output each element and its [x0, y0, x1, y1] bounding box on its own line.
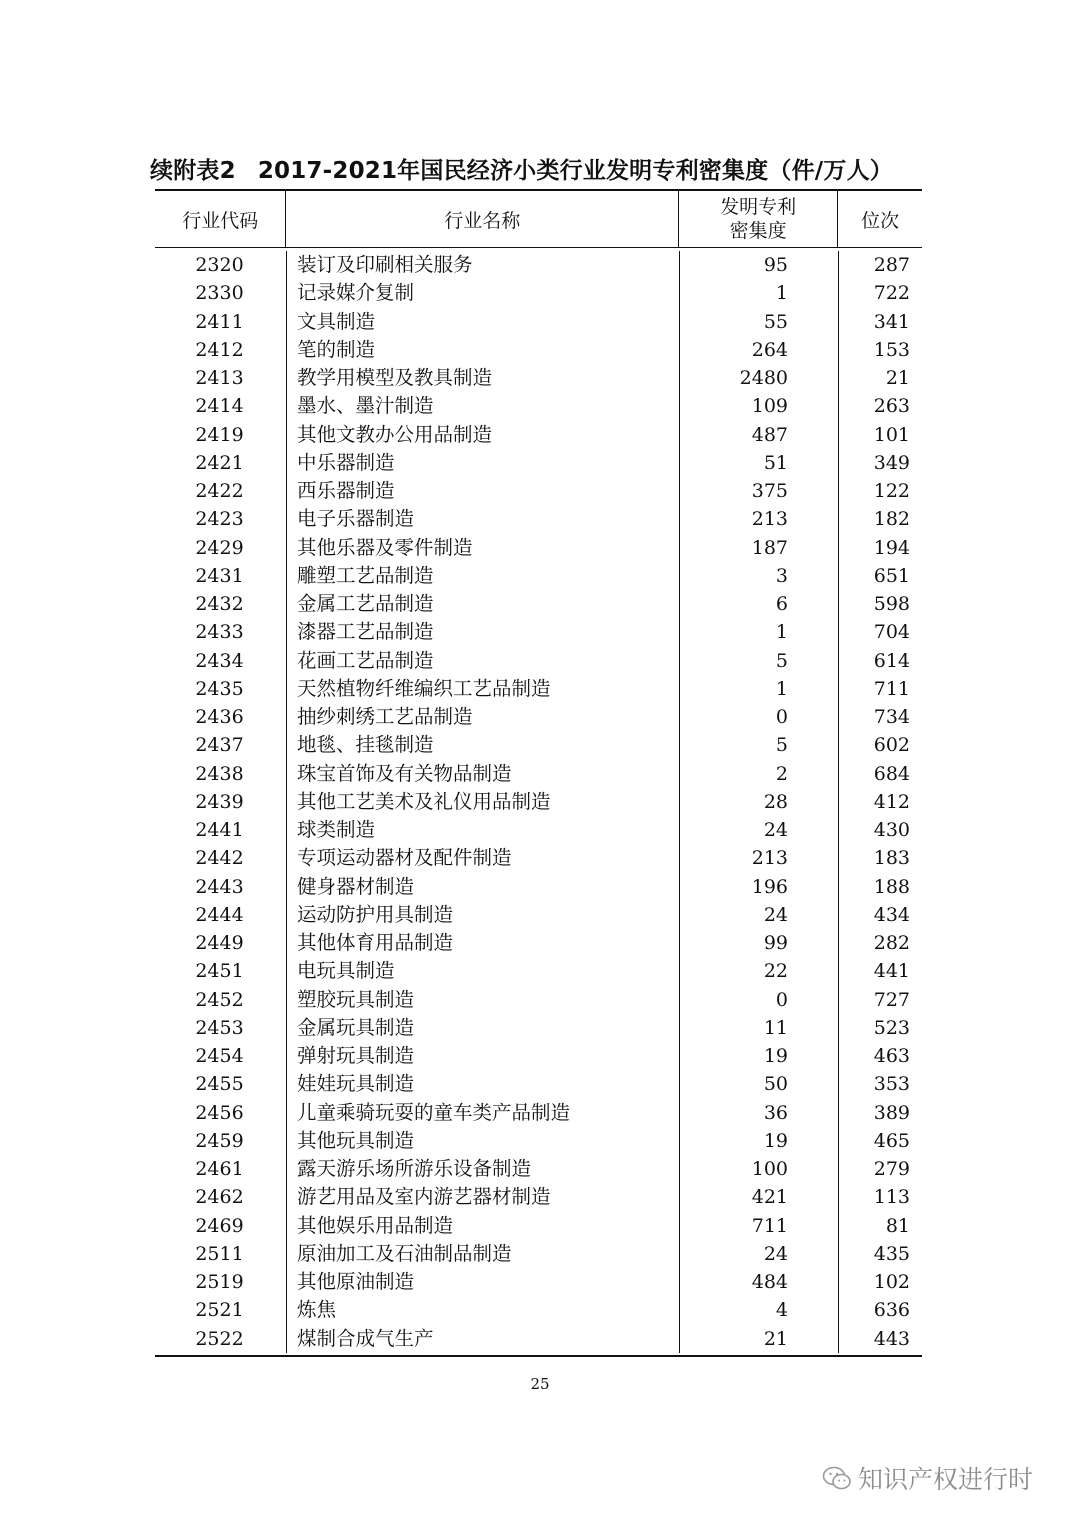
table-row [155, 1183, 922, 1211]
cell-name: 原油加工及石油制品制造 [286, 1240, 679, 1268]
table-row [155, 392, 922, 420]
table-row [155, 788, 922, 816]
cell-code: 2519 [195, 1271, 244, 1293]
cell-density: 213 [679, 844, 838, 872]
table-row [155, 1296, 922, 1324]
cell-density: 24 [679, 1240, 838, 1268]
table-row [155, 1070, 922, 1098]
cell-rank: 287 [838, 251, 922, 279]
table-header-row [155, 191, 922, 248]
cell-rank: 389 [838, 1099, 922, 1127]
cell-density: 187 [679, 534, 838, 562]
cell-name: 其他工艺美术及礼仪用品制造 [286, 788, 679, 816]
cell-density: 2480 [679, 364, 838, 392]
cell-code: 2330 [195, 282, 244, 305]
header-density-line1: 发明专利 [720, 196, 797, 218]
cell-rank: 734 [838, 703, 922, 731]
cell-code: 2412 [195, 338, 244, 361]
cell-density: 196 [679, 873, 838, 901]
cell-code: 2432 [195, 593, 244, 615]
header-code: 行业代码 [182, 209, 259, 232]
cell-density: 0 [679, 986, 838, 1014]
cell-code: 2461 [195, 1158, 244, 1180]
cell-name: 文具制造 [286, 308, 679, 336]
cell-rank: 341 [838, 308, 922, 336]
cell-name: 装订及印刷相关服务 [286, 251, 679, 279]
cell-name: 露天游乐场所游乐设备制造 [286, 1155, 679, 1183]
cell-name: 电子乐器制造 [286, 505, 679, 533]
cell-name: 漆器工艺品制造 [286, 618, 679, 646]
table-row [155, 844, 922, 872]
table-row [155, 279, 922, 307]
cell-name: 其他体育用品制造 [286, 929, 679, 957]
cell-density: 6 [679, 590, 838, 618]
table-row [155, 562, 922, 590]
cell-name: 运动防护用具制造 [286, 901, 679, 929]
cell-name: 专项运动器材及配件制造 [286, 844, 679, 872]
cell-rank: 188 [838, 873, 922, 901]
table-row [155, 477, 922, 505]
table-row [155, 449, 922, 477]
page-number: 25 [530, 1375, 550, 1393]
header-density [678, 191, 837, 247]
cell-code: 2462 [195, 1186, 244, 1209]
cell-code: 2453 [195, 1016, 244, 1039]
cell-rank: 636 [838, 1296, 922, 1324]
cell-rank: 263 [838, 392, 922, 420]
table-row [155, 534, 922, 562]
cell-rank: 153 [838, 336, 922, 364]
cell-density: 28 [679, 788, 838, 816]
cell-name: 煤制合成气生产 [286, 1325, 679, 1353]
cell-density: 24 [679, 901, 838, 929]
cell-name: 健身器材制造 [286, 873, 679, 901]
cell-code: 2449 [195, 932, 244, 954]
table-row [155, 1042, 922, 1070]
table-row [155, 703, 922, 731]
table-row [155, 731, 922, 759]
cell-code: 2423 [195, 508, 244, 531]
cell-code: 2451 [195, 960, 244, 983]
cell-name: 游艺用品及室内游艺器材制造 [286, 1183, 679, 1211]
table-row [155, 364, 922, 392]
cell-density: 375 [679, 477, 838, 505]
cell-name: 娃娃玩具制造 [286, 1070, 679, 1098]
wechat-icon [822, 1465, 852, 1491]
table-body [155, 248, 922, 1355]
cell-rank: 122 [838, 477, 922, 505]
cell-name: 其他乐器及零件制造 [286, 534, 679, 562]
table-title-prefix: 续附表2 [150, 158, 236, 184]
cell-name: 电玩具制造 [286, 957, 679, 985]
header-density-line2: 密集度 [729, 220, 787, 242]
cell-rank: 727 [838, 986, 922, 1014]
table-row [155, 308, 922, 336]
cell-density: 5 [679, 647, 838, 675]
cell-rank: 194 [838, 534, 922, 562]
cell-code: 2434 [195, 649, 244, 672]
cell-rank: 651 [838, 562, 922, 590]
table-row [155, 647, 922, 675]
cell-density: 711 [679, 1212, 838, 1240]
cell-name: 炼焦 [286, 1296, 679, 1324]
cell-density: 264 [679, 336, 838, 364]
cell-name: 儿童乘骑玩耍的童车类产品制造 [286, 1099, 679, 1127]
cell-density: 2 [679, 760, 838, 788]
cell-rank: 102 [838, 1268, 922, 1296]
table-row [155, 1325, 922, 1353]
cell-density: 484 [679, 1268, 838, 1296]
cell-rank: 21 [838, 364, 922, 392]
cell-code: 2436 [195, 706, 244, 728]
cell-code: 2435 [195, 677, 244, 700]
table-row [155, 957, 922, 985]
cell-code: 2414 [195, 395, 244, 418]
cell-rank: 279 [838, 1155, 922, 1183]
cell-rank: 602 [838, 731, 922, 759]
cell-density: 1 [679, 675, 838, 703]
cell-density: 99 [679, 929, 838, 957]
cell-density: 0 [679, 703, 838, 731]
table-row [155, 590, 922, 618]
cell-code: 2521 [195, 1299, 244, 1322]
table-row [155, 1014, 922, 1042]
cell-density: 1 [679, 279, 838, 307]
cell-density: 51 [679, 449, 838, 477]
cell-name: 墨水、墨汁制造 [286, 392, 679, 420]
cell-name: 抽纱刺绣工艺品制造 [286, 703, 679, 731]
cell-code: 2469 [195, 1214, 244, 1237]
cell-code: 2522 [195, 1327, 244, 1350]
data-table [155, 189, 922, 1357]
table-row [155, 873, 922, 901]
cell-density: 24 [679, 816, 838, 844]
cell-rank: 463 [838, 1042, 922, 1070]
table-row [155, 1155, 922, 1183]
cell-density: 19 [679, 1042, 838, 1070]
table-row [155, 986, 922, 1014]
table-title [150, 152, 926, 185]
table-row [155, 618, 922, 646]
cell-name: 天然植物纤维编织工艺品制造 [286, 675, 679, 703]
watermark [822, 1460, 1033, 1496]
cell-code: 2433 [195, 621, 244, 644]
cell-code: 2431 [195, 564, 244, 587]
cell-rank: 704 [838, 618, 922, 646]
table-row [155, 1240, 922, 1268]
cell-rank: 101 [838, 421, 922, 449]
cell-name: 雕塑工艺品制造 [286, 562, 679, 590]
cell-density: 11 [679, 1014, 838, 1042]
cell-rank: 81 [838, 1212, 922, 1240]
table-row [155, 675, 922, 703]
cell-name: 其他文教办公用品制造 [286, 421, 679, 449]
cell-density: 4 [679, 1296, 838, 1324]
table-row [155, 1212, 922, 1240]
cell-name: 中乐器制造 [286, 449, 679, 477]
cell-code: 2452 [195, 988, 244, 1011]
header-name: 行业名称 [285, 191, 677, 247]
cell-rank: 443 [838, 1325, 922, 1353]
cell-code: 2441 [195, 819, 244, 841]
cell-code: 2413 [195, 367, 244, 389]
cell-rank: 435 [838, 1240, 922, 1268]
table-row [155, 1099, 922, 1127]
cell-code: 2444 [195, 903, 244, 926]
watermark-text: 知识产权进行时 [858, 1465, 1034, 1494]
cell-code: 2421 [195, 451, 244, 474]
cell-rank: 465 [838, 1127, 922, 1155]
cell-name: 弹射玩具制造 [286, 1042, 679, 1070]
cell-density: 22 [679, 957, 838, 985]
cell-density: 213 [679, 505, 838, 533]
cell-density: 50 [679, 1070, 838, 1098]
cell-rank: 441 [838, 957, 922, 985]
cell-code: 2438 [195, 762, 244, 785]
table-row [155, 929, 922, 957]
cell-density: 21 [679, 1325, 838, 1353]
cell-density: 421 [679, 1183, 838, 1211]
cell-rank: 182 [838, 505, 922, 533]
cell-rank: 722 [838, 279, 922, 307]
cell-rank: 598 [838, 590, 922, 618]
cell-name: 其他玩具制造 [286, 1127, 679, 1155]
cell-density: 100 [679, 1155, 838, 1183]
cell-rank: 113 [838, 1183, 922, 1211]
cell-density: 109 [679, 392, 838, 420]
cell-rank: 614 [838, 647, 922, 675]
cell-name: 金属玩具制造 [286, 1014, 679, 1042]
cell-density: 3 [679, 562, 838, 590]
table-title-text: 2017-2021年国民经济小类行业发明专利密集度（件/万人） [257, 158, 893, 184]
cell-name: 金属工艺品制造 [286, 590, 679, 618]
cell-name: 花画工艺品制造 [286, 647, 679, 675]
cell-density: 487 [679, 421, 838, 449]
cell-code: 2320 [195, 254, 244, 276]
cell-density: 36 [679, 1099, 838, 1127]
table-row [155, 1268, 922, 1296]
cell-code: 2429 [195, 536, 244, 559]
cell-name: 西乐器制造 [286, 477, 679, 505]
cell-rank: 349 [838, 449, 922, 477]
cell-rank: 183 [838, 844, 922, 872]
cell-code: 2419 [195, 423, 244, 446]
cell-name: 地毯、挂毯制造 [286, 731, 679, 759]
table-row [155, 901, 922, 929]
cell-density: 5 [679, 731, 838, 759]
cell-code: 2439 [195, 790, 244, 813]
table-row [155, 760, 922, 788]
cell-rank: 282 [838, 929, 922, 957]
cell-code: 2511 [195, 1242, 244, 1265]
cell-code: 2456 [195, 1101, 244, 1124]
cell-density: 19 [679, 1127, 838, 1155]
cell-name: 珠宝首饰及有关物品制造 [286, 760, 679, 788]
cell-name: 笔的制造 [286, 336, 679, 364]
cell-rank: 684 [838, 760, 922, 788]
cell-density: 1 [679, 618, 838, 646]
cell-name: 记录媒介复制 [286, 279, 679, 307]
cell-density: 55 [679, 308, 838, 336]
cell-name: 塑胶玩具制造 [286, 986, 679, 1014]
cell-name: 教学用模型及教具制造 [286, 364, 679, 392]
table-row [155, 1127, 922, 1155]
cell-code: 2442 [195, 847, 244, 870]
cell-code: 2437 [195, 734, 244, 757]
cell-rank: 353 [838, 1070, 922, 1098]
table-row [155, 505, 922, 533]
cell-code: 2422 [195, 480, 244, 502]
table-row [155, 421, 922, 449]
cell-name: 其他原油制造 [286, 1268, 679, 1296]
cell-name: 其他娱乐用品制造 [286, 1212, 679, 1240]
cell-rank: 412 [838, 788, 922, 816]
cell-name: 球类制造 [286, 816, 679, 844]
cell-code: 2443 [195, 875, 244, 898]
header-rank: 位次 [837, 191, 922, 247]
table-row [155, 816, 922, 844]
cell-rank: 523 [838, 1014, 922, 1042]
cell-code: 2459 [195, 1129, 244, 1152]
cell-code: 2455 [195, 1073, 244, 1096]
table-row [155, 336, 922, 364]
cell-rank: 711 [838, 675, 922, 703]
cell-code: 2454 [195, 1045, 244, 1067]
cell-rank: 434 [838, 901, 922, 929]
table-row [155, 251, 922, 279]
cell-code: 2411 [195, 310, 244, 333]
cell-rank: 430 [838, 816, 922, 844]
cell-density: 95 [679, 251, 838, 279]
